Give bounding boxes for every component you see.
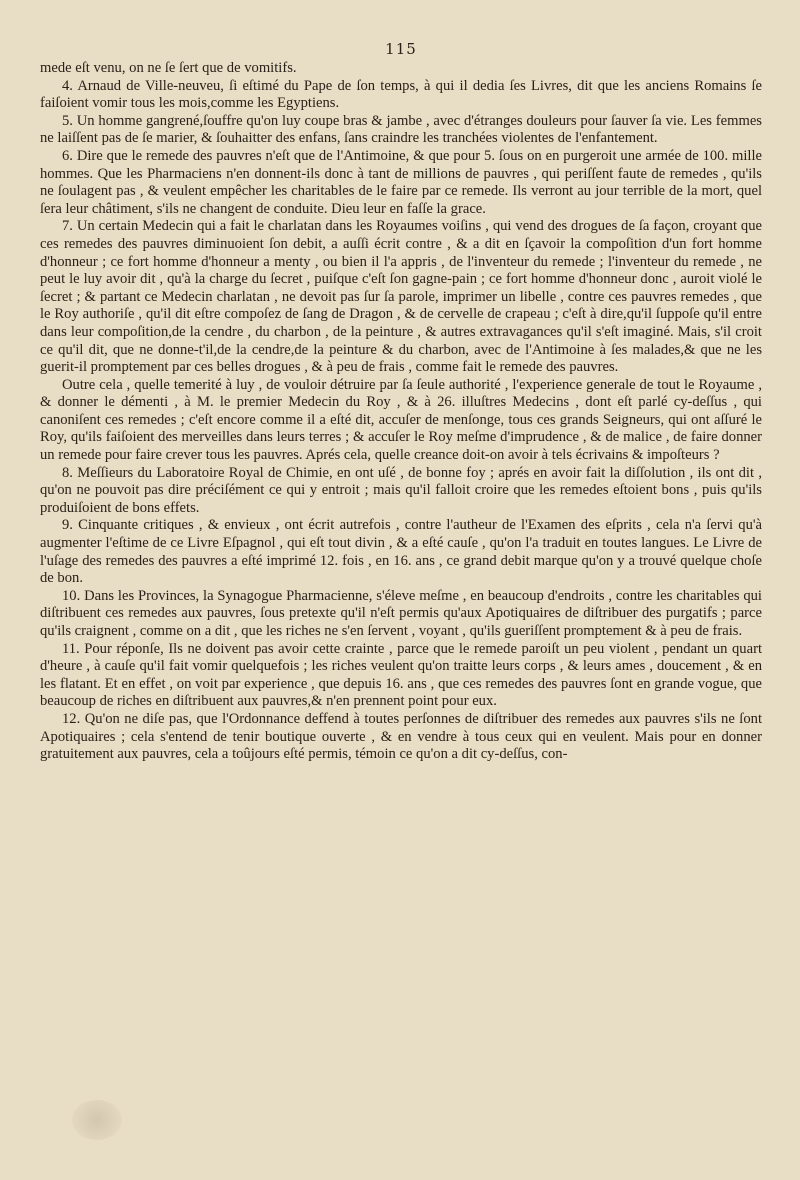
paragraph: 4. Arnaud de Ville-neuveu, ſi eſtimé du Pape de ſon temps, à qui il dedia ſes Livres, dit que les anciens Romains ſe faiſoient vomir tous les mois,comme les Egyptiens.	[40, 77, 762, 112]
paragraph: 5. Un homme gangrené,ſouffre qu'on luy coupe bras & jambe , avec d'étranges douleurs pour ſauver ſa vie. Les femmes ne laiſſent pas de ſe marier, & ſouhaitter des enfans, ſans craindre les tranchées violentes de l'enfantement.	[40, 112, 762, 147]
paragraph: 9. Cinquante critiques , & envieux , ont écrit autrefois , contre l'autheur de l'Examen des eſprits , cela n'a ſervi qu'à augmenter l'eſtime de ce Livre Eſpagnol , qui eſt tout divin , & a eſté cauſe , qu'on l'a traduit en toutes langues. Le Livre de l'uſage des remedes des pauvres a eſté imprimé 12. fois , en 16. ans , ce grand debit marque qu'on y a trouvé quelque choſe de bon.	[40, 517, 762, 587]
paragraph: mede eſt venu, on ne ſe ſert que de vomitifs.	[40, 60, 297, 76]
paper-smudge	[72, 1100, 122, 1140]
paragraph: 6. Dire que le remede des pauvres n'eſt que de l'Antimoine, & que pour 5. ſous on en purgeroit une armée de 100. mille hommes. Que les Pharmaciens n'en donnent-ils donc à tant de millions de pauvres , qui periſſent faute de remedes , qu'ils ne ſoulagent pas , & veulent empêcher les charitables de le faire par ce remede. Ils verront au jour terrible de la mort, quel ſera leur châtiment, s'ils ne changent de conduite. Dieu leur en faſſe la grace.	[40, 147, 762, 217]
paragraph: Outre cela , quelle temerité à luy , de vouloir détruire par ſa ſeule authorité , l'experience generale de tout le Royaume , & donner le démenti , à M. le premier Medecin du Roy , & à 26. illuſtres Medecins , dont eſt parlé cy-deſſus , qui canoniſent ces remedes ; c'eſt encore comme il a eſté dit, accuſer de menſonge, tous ces grands Seigneurs, qui ont aſſuré le Roy, qu'ils faiſoient des merveilles dans leurs terres ; & accuſer le Roy meſme d'imprudence , & de malice , de faire donner un remede pour faire crever tous les pauvres. Aprés cela, quelle creance doit-on avoir à tels écrivains & impoſteurs ?	[40, 376, 762, 464]
paragraph: 10. Dans les Provinces, la Synagogue Pharmacienne, s'éleve meſme , en beaucoup d'endroits , contre les charitables qui diſtribuent ces remedes aux pauvres, ſous pretexte qu'il n'eſt permis qu'aux Apotiquaires de diſtribuer des purgatifs ; parce qu'ils craignent , comme on a dit , que les riches ne s'en ſervent , voyant , qu'ils gueriſſent promptement & à peu de frais.	[40, 587, 762, 639]
page-body	[40, 60, 762, 764]
paragraph: 12. Qu'on ne diſe pas, que l'Ordonnance deffend à toutes perſonnes de diſtribuer des remedes aux pauvres s'ils ne ſont Apotiquaires ; cela s'entend de tenir boutique ouverte , & en vendre à tous ceux qui en veulent. Mais pour en donner gratuitement aux pauvres, cela a toûjours eſté permis, témoin ce qu'on a dit cy-deſſus, con-	[40, 710, 762, 763]
page-number: 115	[385, 40, 417, 58]
paragraph: 11. Pour réponſe, Ils ne doivent pas avoir cette crainte , parce que le remede paroiſt un peu violent , pendant un quart d'heure , à cauſe qu'il fait vomir quelquefois ; les riches veulent qu'on traitte leurs corps , & leurs ames , doucement , & en les flatant. Et en effet , on voit par experience , que depuis 16. ans , que ces remedes des pauvres ſont en grande vogue, que beaucoup de riches en diſtribuent aux pauvres,& n'en prennent point pour eux.	[40, 640, 762, 710]
paragraph: 8. Meſſieurs du Laboratoire Royal de Chimie, en ont uſé , de bonne foy ; aprés en avoir fait la diſſolution , ils ont dit , qu'on ne pouvoit pas dire préciſément ce qui y entroit ; mais qu'il falloit croire que les remedes eſtoient bons , puis qu'ils produiſoient de bons effets.	[40, 464, 762, 516]
paragraph: 7. Un certain Medecin qui a fait le charlatan dans les Royaumes voiſins , qui vend des drogues de ſa façon, croyant que ces remedes des pauvres diminuoient ſon debit, a auſſi écrit contre , & a dit en ſçavoir la compoſition d'un fort homme d'honneur ; ce fort homme d'honneur a menty , ou bien il l'a appris , de l'inventeur du remede ; l'inventeur du remede , ne peut le luy avoir dit , qu'à la charge du ſecret , puiſque c'eſt ſon gagne-pain ; ce fort homme d'honneur donc , auroit violé le ſecret ; & partant ce Medecin charlatan , ne devoit pas ſur ſa parole, imprimer un libelle , contre ces pauvres remedes , que le Roy authoriſe , qu'il dit eſtre compoſez de ſang de Dragon , & de cervelle de crapeau ; c'eſt à dire,qu'il ſuppoſe qu'il entre dans leur compoſition,de la cendre , du charbon , de la peinture , & autres extravagances qu'il s'eſt imaginé. Mais, s'il croit ce qu'il dit, que ne donne-t'il,de la cendre,de la peinture & du charbon, avec de l'Antimoine à ſes malades,& que ne les guerit-il promptement par ces belles drogues , & à peu de frais , comme fait le remede des pauvres.	[40, 218, 762, 376]
